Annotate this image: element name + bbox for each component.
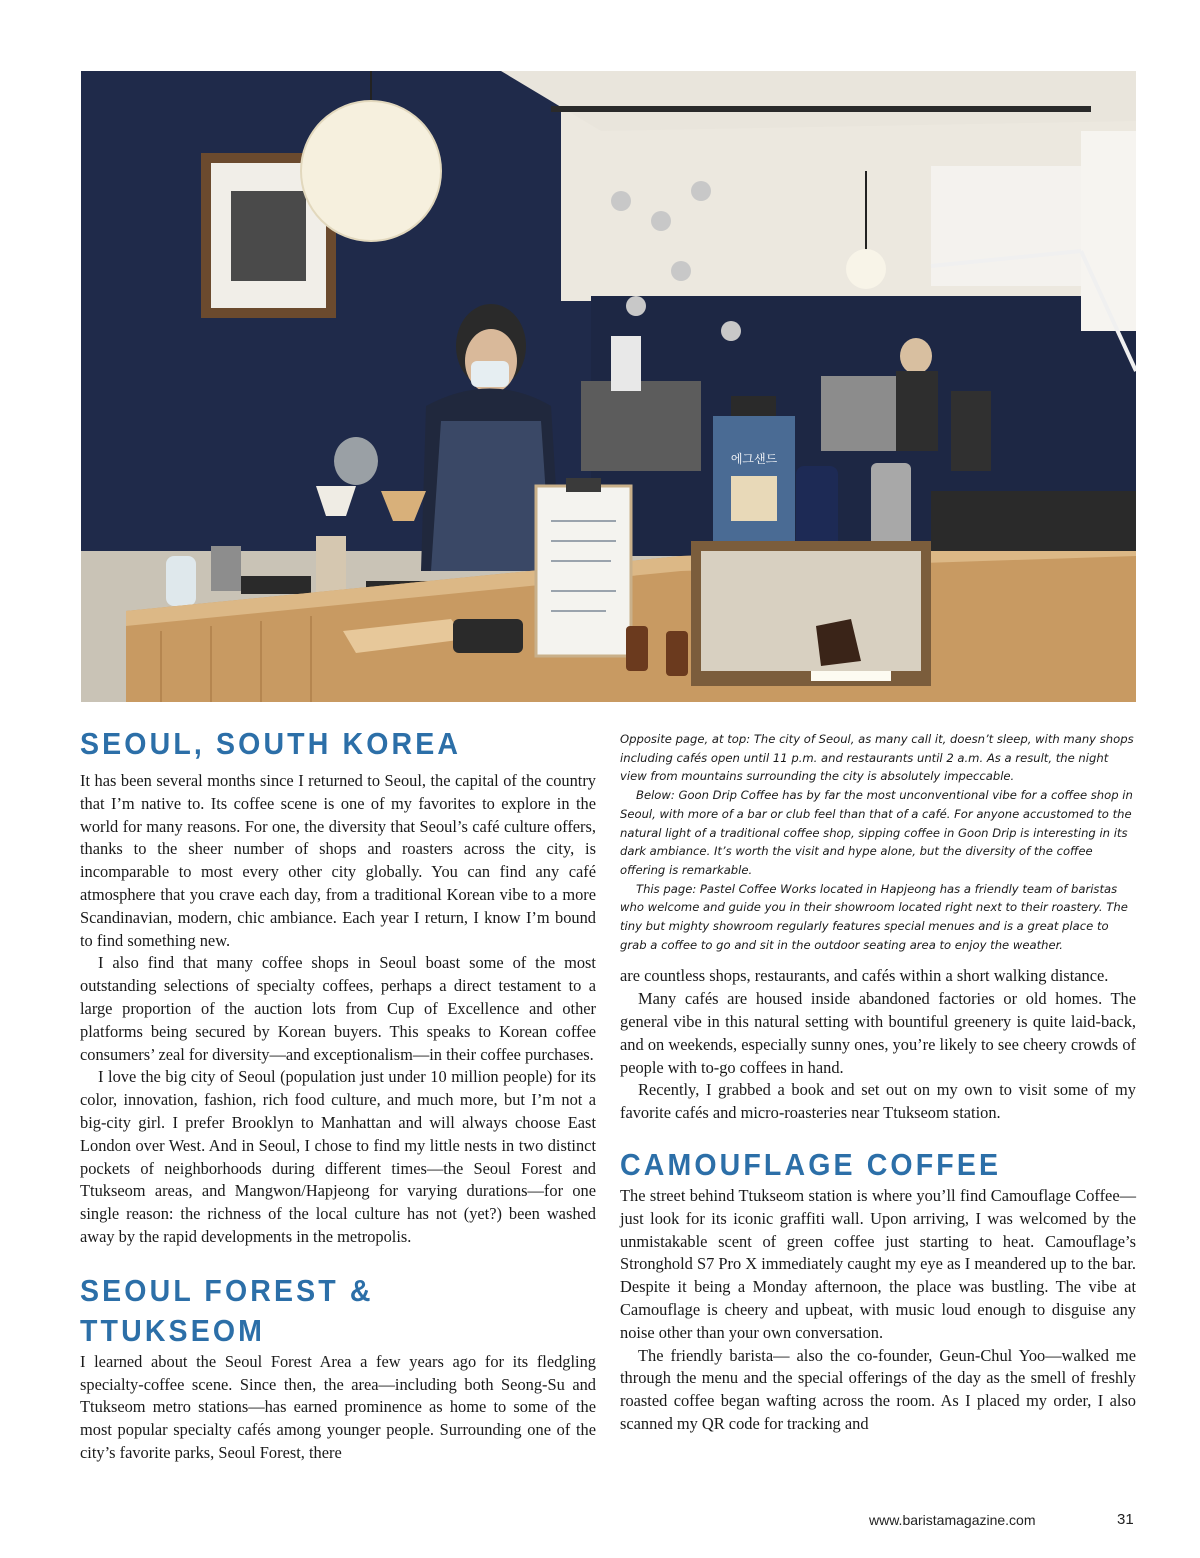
left-column — [80, 722, 596, 1465]
caption-below: Below: Goon Drip Coffee has by far the most unconventional vibe for a coffee shop in Seoul, with more of a bar or club feel than that of a café. For anyone accustomed to the natural light of a traditional coffee shop, sipping coffee in Goon Drip is interesting in its dark ambiance. It’s worth the visit and hype alone, but the diversity of the coffee offering is remarkable. — [620, 788, 1133, 877]
cafe-photo — [81, 71, 1136, 702]
forest-continued-paragraph-3: Recently, I grabbed a book and set out on my own to visit some of my favorite cafés and micro-roasteries near Ttukseom station. — [620, 1080, 1136, 1123]
intro-paragraph-1: It has been several months since I returned to Seoul, the capital of the country that I’m native to. Its coffee scene is one of my favorites to explore in the world for many reasons. For one, the diversity that Seoul’s café culture offers, thanks to the sheer number of shops and roasters across the city, is incomparable to most every other city globally. You can find any café atmosphere that you crave each day, from a traditional Korean vibe to a more Scandinavian, modern, chic ambiance. Each year I return, I know I’m bound to find something new. — [80, 771, 596, 950]
page-number: 31 — [1117, 1511, 1134, 1528]
caption-opposite-page: Opposite page, at top: The city of Seoul, as many call it, doesn’t sleep, with many shops including cafés open until 11 p.m. and restaurants until 2 a.m. As a result, the night view from mountains surrounding the city is absolutely impeccable. — [620, 732, 1134, 784]
footer-website-url: www.baristamagazine.com — [869, 1512, 1036, 1528]
forest-continued-paragraph-2: Many cafés are housed inside abandoned factories or old homes. The general vibe in this natural setting with bountiful greenery is quite laid-back, and on weekends, especially sunny ones, you’re likely to see cheery crowds of people with to-go coffees in hand. — [620, 989, 1136, 1077]
caption-this-page: This page: Pastel Coffee Works located in Hapjeong has a friendly team of baristas who welcome and guide you in their showroom located right next to their roastery. The tiny but mighty showroom regularly features special menues and is a great place to grab a coffee to go and sit in the outdoor seating area to enjoy the weather. — [620, 881, 1128, 952]
intro-paragraph-2: I also find that many coffee shops in Seoul boast some of the most outstanding selections of specialty coffees, perhaps a direct testament to a large proportion of the auction lots from Cup of Excellence and other platforms being secured by Korean buyers. This speaks to Korean coffee consumers’ zeal for diversity—and exceptionalism—in their coffee purchases. — [80, 953, 596, 1064]
intro-paragraph-3: I love the big city of Seoul (population just under 10 million people) for its color, innovation, fashion, rich food culture, and much more, but I’m not a big-city girl. I prefer Brooklyn to Manhattan and will always choose East London over West. And in Seoul, I chose to find my little nests in two distinct pockets of neighborhoods during different times—the Seoul Forest and Ttukseom areas, and Mangwon/Hapjeong for varying durations—for one single reason: the richness of the local culture has not (yet?) been washed away by the rapid developments in the metropolis. — [80, 1067, 596, 1246]
forest-paragraph-1: I learned about the Seoul Forest Area a few years ago for its fledgling specialty-coffee scene. Since then, the area—including both Seong-Su and Ttukseom metro stations—has earned prominence as home to some of the most popular specialty cafés among younger people. Surrounding one of the city’s favorite parks, Seoul Forest, there — [80, 1351, 596, 1462]
camouflage-text — [620, 1185, 1136, 1436]
camouflage-paragraph-1: The street behind Ttukseom station is where you’ll find Camouflage Coffee—just look for its iconic graffiti wall. Upon arriving, I was welcomed by the unmistakable scent of green coffee just starting to heat. Camouflage’s Stronghold S7 Pro X immediately caught my eye as I meandered up to the bar. Despite it being a Monday afternoon, the place was bustling. The vibe at Camouflage is cheery and upbeat, with music loud enough to disguise any noise other than your own conversation. — [620, 1186, 1136, 1342]
heading-seoul-south-korea: SEOUL, SOUTH KOREA — [80, 726, 462, 761]
forest-continued-paragraph-1: are countless shops, restaurants, and cafés within a short walking distance. — [620, 966, 1109, 986]
right-column — [620, 730, 1136, 1436]
intro-text — [80, 770, 596, 1249]
photo-captions — [620, 730, 1136, 954]
heading-camouflage-coffee: CAMOUFLAGE COFFEE — [620, 1147, 1002, 1183]
heading-seoul-forest-ttukseom: SEOUL FOREST & TTUKSEOM — [80, 1272, 374, 1348]
forest-continued-text — [620, 965, 1136, 1125]
camouflage-paragraph-2: The friendly barista— also the co-founder, Geun-Chul Yoo—walked me through the menu and the special offerings of the day as the smell of freshly roasted coffee began wafting across the room. As I placed my order, I also scanned my QR code for tracking and — [620, 1345, 1136, 1433]
menu-board-text: 에그샌드 — [730, 452, 778, 466]
forest-text — [80, 1351, 596, 1465]
cafe-photo-illustration — [81, 71, 1136, 702]
